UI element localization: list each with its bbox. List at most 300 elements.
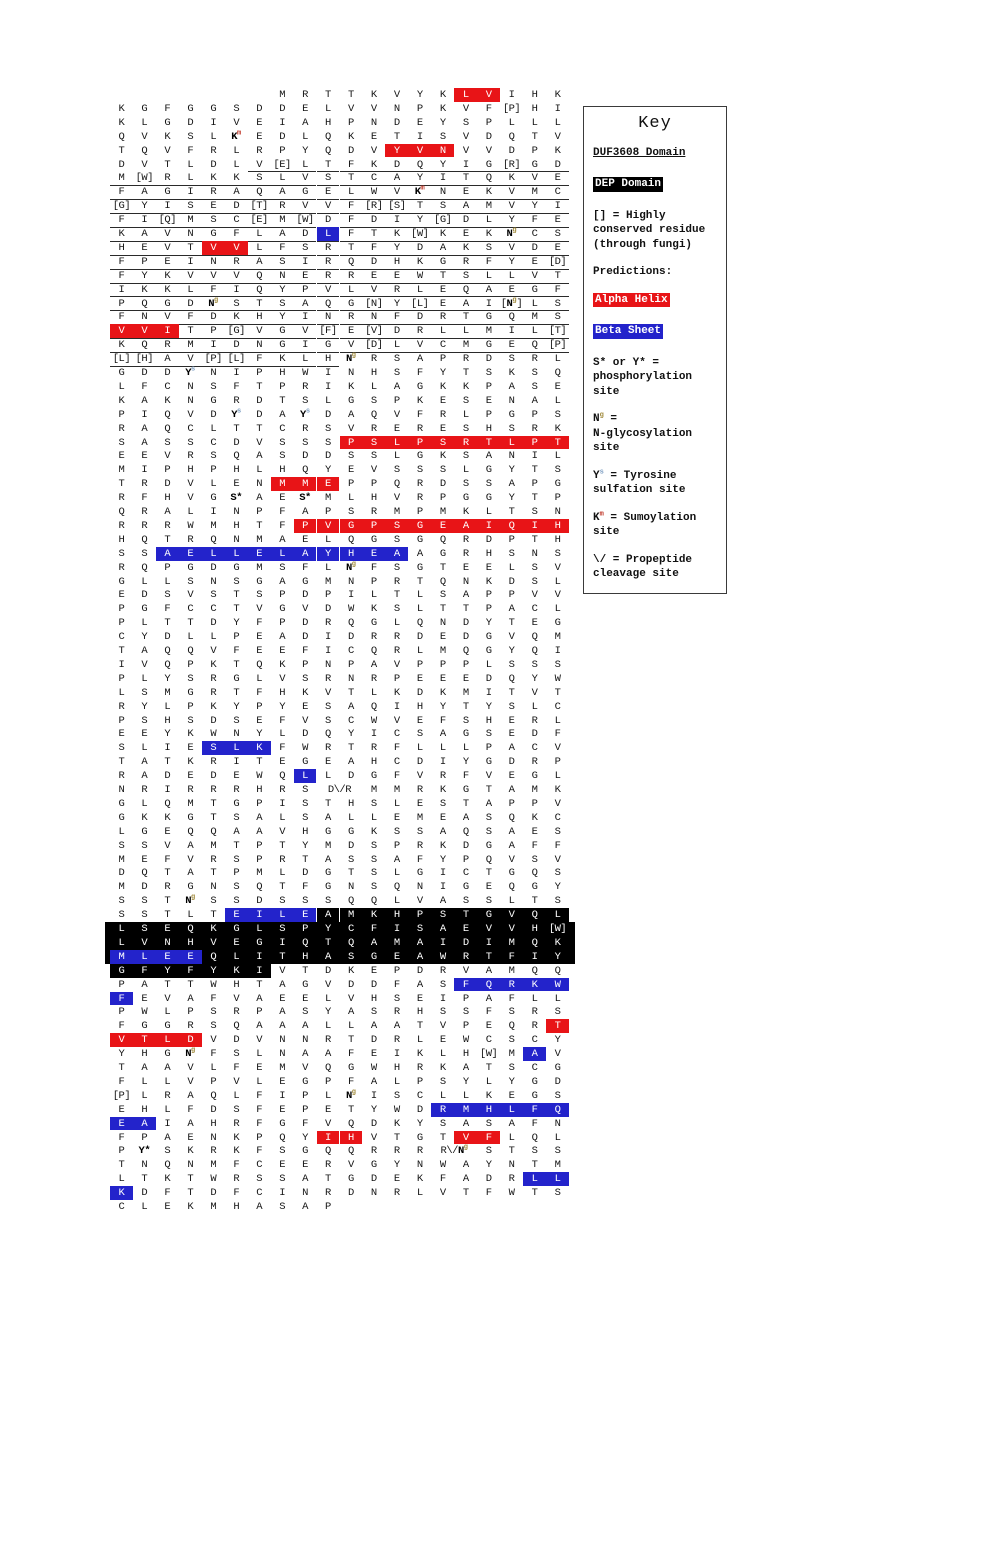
residue-cell: D	[554, 1075, 561, 1088]
sequence-row	[110, 783, 569, 797]
residue-cell: Q	[248, 269, 271, 284]
residue-cell: L	[118, 825, 125, 838]
residue-cell: Q	[164, 645, 171, 657]
residue-cell: Q	[393, 478, 400, 491]
residue-cell: D	[210, 158, 217, 171]
residue-cell: T	[462, 367, 469, 379]
residue-cell: F	[416, 408, 423, 421]
residue-cell: G	[485, 839, 492, 852]
residue-cell: R	[187, 450, 194, 463]
sequence-grid	[110, 88, 569, 1218]
residue-cell: Y	[141, 631, 148, 644]
residue-cell: R	[416, 1062, 423, 1074]
residue-cell: D	[118, 158, 125, 171]
residue-cell: P	[485, 116, 492, 129]
residue-cell: A	[164, 1131, 171, 1144]
residue-cell: K	[348, 964, 354, 977]
residue-cell: P	[554, 756, 561, 769]
residue-cell: T	[462, 1187, 469, 1200]
phosphorylation-note-line: site	[593, 385, 620, 398]
residue-cell: R	[370, 672, 377, 685]
residue-cell: P	[370, 478, 377, 491]
residue-cell: Q	[508, 130, 515, 143]
residue-cell: K	[431, 227, 454, 242]
residue-cell: L	[256, 672, 263, 685]
residue-cell: F	[439, 1173, 446, 1186]
sequence-row	[110, 964, 569, 978]
residue-cell: E	[233, 478, 240, 491]
residue-cell: P	[531, 797, 538, 810]
sumoylation-symbol-line	[593, 511, 717, 526]
residue-cell: S	[370, 797, 377, 810]
residue-cell: G	[554, 478, 561, 491]
residue-cell: D	[233, 1034, 240, 1047]
residue-cell: E	[431, 283, 454, 298]
residue-cell: G	[187, 686, 194, 699]
residue-cell: [L]	[408, 297, 431, 312]
residue-cell: G	[431, 255, 454, 270]
residue-cell: G	[187, 561, 194, 574]
residue-cell: M	[393, 784, 400, 796]
residue-cell: V	[187, 589, 194, 602]
residue-cell: G	[279, 603, 286, 616]
residue-cell: P	[256, 506, 263, 518]
residue-cell: L	[210, 478, 217, 491]
residue-cell: A	[256, 825, 263, 838]
residue-cell: K	[210, 700, 217, 713]
residue-cell: F	[210, 1048, 217, 1061]
residue-cell: I	[210, 506, 217, 518]
residue-cell: Y	[485, 1159, 492, 1172]
residue-cell: A	[454, 519, 477, 533]
residue-cell: K	[348, 130, 354, 143]
residue-cell: T	[531, 464, 538, 477]
residue-cell: N	[118, 784, 125, 796]
residue-cell: A	[348, 408, 354, 421]
residue-cell: P	[508, 797, 515, 810]
residue-cell: Y	[133, 269, 156, 284]
residue-cell: A	[462, 811, 469, 824]
residue-cell: S	[164, 436, 171, 449]
residue-cell: R	[233, 1117, 240, 1130]
residue-cell: K	[362, 158, 385, 173]
residue-cell: S	[317, 171, 340, 186]
residue-cell: L	[462, 408, 469, 421]
residue-cell: D	[141, 881, 148, 894]
residue-cell: F	[256, 1145, 263, 1158]
sequence-row	[110, 1075, 569, 1089]
residue-cell: [D]	[362, 338, 385, 353]
residue-cell: I	[477, 519, 500, 533]
residue-cell: E	[141, 992, 148, 1005]
residue-cell: R	[416, 422, 423, 435]
residue-cell: A	[141, 436, 148, 449]
sequence-row	[110, 755, 569, 769]
residue-cell: A	[317, 950, 340, 964]
residue-cell: R	[385, 283, 408, 298]
residue-cell: D	[164, 367, 171, 379]
residue-cell: W	[439, 1159, 446, 1172]
residue-cell: M	[523, 185, 546, 200]
residue-cell: E	[118, 728, 125, 741]
residue-cell: L	[164, 1006, 171, 1019]
residue-cell: G	[362, 950, 385, 964]
residue-cell: R	[210, 672, 217, 685]
residue-cell: T	[439, 603, 446, 616]
residue-cell: L	[141, 617, 148, 630]
sequence-row	[110, 1200, 569, 1214]
residue-cell: R	[531, 1006, 538, 1019]
residue-cell: S	[393, 464, 400, 477]
residue-cell: H	[393, 1062, 400, 1074]
residue-cell: G	[340, 297, 363, 312]
residue-cell: D\/R	[327, 784, 352, 796]
residue-cell: G	[477, 310, 500, 325]
residue-cell: E	[370, 1048, 377, 1061]
residue-cell: H	[233, 519, 240, 532]
residue-cell: M	[454, 1103, 477, 1117]
residue-cell: A	[393, 380, 400, 393]
residue-cell: I	[164, 1117, 171, 1130]
residue-cell: C	[210, 436, 217, 449]
residue-cell: S	[233, 1103, 240, 1116]
residue-cell: D	[179, 1033, 202, 1047]
residue-cell: R	[233, 394, 240, 407]
sequence-row	[110, 144, 569, 158]
residue-cell: N	[431, 185, 454, 200]
residue-cell: R	[118, 519, 125, 532]
residue-cell: Y	[370, 1103, 377, 1116]
residue-cell: Q	[370, 895, 377, 908]
residue-cell: L	[485, 506, 492, 518]
residue-cell: R	[156, 171, 179, 186]
residue-cell: S*	[230, 492, 243, 505]
residue-cell: M	[325, 839, 331, 852]
residue-cell: L	[416, 589, 423, 602]
residue-cell: R	[508, 1173, 515, 1186]
residue-cell: T	[348, 1103, 354, 1116]
residue-cell: N	[431, 144, 454, 158]
residue-cell: G	[523, 158, 546, 173]
residue-cell: I	[370, 728, 377, 741]
residue-cell: S	[393, 825, 400, 838]
residue-cell: G	[233, 672, 240, 685]
residue-cell: I	[477, 297, 500, 312]
residue-cell: S	[462, 478, 469, 491]
residue-cell: D	[187, 116, 194, 129]
residue-cell: S	[118, 839, 125, 852]
residue-cell: P	[187, 700, 194, 713]
residue-cell: T	[508, 617, 515, 630]
residue-cell: S	[233, 575, 240, 588]
residue-cell: T	[133, 1033, 156, 1047]
residue-cell: G	[233, 561, 240, 574]
residue-cell: I	[233, 756, 240, 769]
residue-cell: G	[317, 338, 340, 353]
residue-cell: T	[233, 839, 240, 852]
residue-cell: Y	[202, 964, 225, 978]
residue-cell: M	[118, 464, 125, 477]
residue-cell: R	[454, 255, 477, 270]
residue-cell: [D]	[546, 255, 569, 270]
residue-cell: E	[302, 533, 308, 546]
residue-cell: L	[110, 936, 133, 950]
residue-cell: N	[233, 728, 240, 741]
residue-cell: Q	[233, 450, 240, 463]
residue-cell: E	[187, 742, 194, 755]
residue-cell: D	[362, 213, 385, 228]
residue-cell: K	[393, 1117, 400, 1130]
residue-cell: G	[439, 547, 446, 560]
residue-cell: D	[485, 130, 492, 143]
residue-cell: I	[110, 283, 133, 298]
residue-cell: R	[462, 547, 469, 560]
residue-cell: D	[416, 686, 423, 699]
residue-cell: D	[416, 964, 423, 977]
residue-cell: S	[279, 1145, 286, 1158]
residue-cell: V	[156, 241, 179, 256]
residue-cell: V	[133, 936, 156, 950]
residue-cell: A	[248, 255, 271, 270]
residue-cell: W	[393, 1103, 400, 1116]
residue-cell: F	[279, 742, 286, 755]
residue-cell: T	[454, 310, 477, 325]
residue-cell: A	[294, 547, 317, 561]
residue-cell: L	[141, 575, 148, 588]
residue-cell: I	[164, 784, 171, 796]
residue-cell: N	[416, 881, 423, 894]
residue-cell: I	[294, 310, 317, 325]
residue-cell: H	[554, 533, 561, 546]
phosphorylation-note-line: S* or Y* =	[593, 356, 660, 369]
residue-cell: Q	[439, 575, 446, 588]
residue-cell: [W]	[133, 171, 156, 186]
residue-cell: D	[210, 1187, 217, 1200]
residue-cell: T	[454, 171, 477, 186]
residue-cell: F	[362, 922, 385, 936]
residue-cell: A	[485, 964, 492, 977]
residue-cell: M	[416, 811, 423, 824]
residue-cell: R	[118, 422, 125, 435]
residue-cell: V	[370, 102, 377, 115]
residue-cell: P	[302, 1103, 308, 1116]
residue-cell: T	[416, 1020, 423, 1033]
residue-cell: M	[179, 338, 202, 353]
residue-cell: E	[164, 1201, 171, 1213]
residue-cell: M	[325, 492, 331, 505]
residue-cell: V	[477, 88, 500, 102]
residue-cell: E	[248, 547, 271, 561]
residue-cell: T	[271, 950, 294, 964]
residue-cell: C	[210, 603, 217, 616]
residue-cell: Y	[554, 1034, 561, 1047]
residue-cell: F	[256, 617, 263, 630]
residue-cell: S	[462, 450, 469, 463]
residue-cell: P	[439, 492, 446, 505]
residue-cell: L	[156, 1033, 179, 1047]
residue-cell: V	[256, 603, 263, 616]
residue-cell: A	[348, 756, 354, 769]
residue-cell: E	[279, 492, 286, 505]
residue-cell: C	[118, 1201, 125, 1213]
residue-cell: R	[416, 478, 423, 491]
residue-cell: L	[523, 1172, 546, 1186]
residue-cell: D	[210, 770, 217, 783]
residue-cell: S	[531, 561, 538, 574]
residue-cell: D	[279, 102, 286, 115]
residue-cell: T	[302, 964, 308, 977]
residue-cell: K	[271, 352, 294, 367]
residue-cell: L	[141, 672, 148, 685]
residue-cell: K	[385, 227, 408, 242]
residue-cell: E	[454, 227, 477, 242]
residue-cell: G	[187, 811, 194, 824]
residue-cell: G	[348, 825, 354, 838]
residue-cell: G	[531, 1089, 538, 1102]
residue-cell: S	[554, 867, 561, 880]
residue-cell: S	[485, 1145, 492, 1158]
residue-cell: N	[554, 1117, 561, 1130]
residue-cell: N	[233, 506, 240, 518]
sequence-row	[110, 575, 569, 589]
residue-cell: S	[439, 797, 446, 810]
sequence-row	[110, 116, 569, 130]
residue-cell: E	[225, 936, 248, 950]
residue-cell: Y	[233, 617, 240, 630]
residue-cell: S	[340, 950, 363, 964]
residue-cell: M	[500, 936, 523, 950]
residue-cell: N	[302, 1034, 308, 1047]
residue-cell: M	[508, 964, 515, 977]
residue-cell: T	[210, 811, 217, 824]
residue-cell: E	[302, 992, 308, 1005]
residue-cell: K	[462, 380, 469, 393]
residue-cell: M	[523, 310, 546, 325]
residue-cell: C	[523, 227, 546, 242]
residue-cell: V	[500, 185, 523, 200]
residue-cell: H	[523, 922, 546, 936]
residue-cell: Q	[256, 881, 263, 894]
residue-cell: E	[508, 714, 515, 727]
residue-cell: S	[546, 310, 569, 325]
residue-cell: L	[554, 575, 561, 588]
residue-cell: L	[385, 338, 408, 353]
residue-cell: S	[370, 881, 377, 894]
residue-cell: P	[439, 353, 446, 366]
residue-cell: R	[431, 1103, 454, 1117]
residue-cell: A	[462, 1159, 469, 1172]
residue-cell: I	[279, 1089, 286, 1102]
residue-cell: W	[256, 770, 263, 783]
residue-cell: A	[302, 506, 308, 518]
residue-cell: G	[233, 797, 240, 810]
residue-cell: C	[554, 700, 561, 713]
residue-cell: P	[531, 144, 538, 157]
residue-cell: Q	[508, 1020, 515, 1033]
residue-cell: Q	[294, 936, 317, 950]
residue-cell: H	[256, 784, 263, 796]
residue-cell: Q	[164, 797, 171, 810]
residue-cell: G	[462, 784, 469, 796]
residue-cell: M	[370, 784, 377, 796]
residue-cell: P	[462, 992, 469, 1005]
residue-cell: L	[340, 185, 363, 200]
residue-cell: D	[210, 714, 217, 727]
residue-cell: D	[325, 603, 331, 616]
residue-cell: T	[393, 589, 400, 602]
residue-cell: A	[439, 825, 446, 838]
sequence-row	[110, 130, 569, 144]
sequence-row	[110, 686, 569, 700]
residue-cell: S	[279, 1173, 286, 1186]
residue-cell: S	[508, 1034, 515, 1047]
residue-cell: E	[294, 269, 317, 284]
residue-cell: T	[416, 575, 423, 588]
residue-cell: $N^g$	[185, 1046, 196, 1061]
residue-cell: F	[118, 1075, 125, 1088]
residue-cell: F	[233, 1159, 240, 1172]
residue-cell: G	[256, 575, 263, 588]
residue-cell: F	[523, 213, 546, 228]
residue-cell: D	[485, 533, 492, 546]
residue-cell: S	[302, 811, 308, 824]
residue-cell: V	[225, 241, 248, 256]
residue-cell: C	[393, 756, 400, 769]
residue-cell: Q	[340, 255, 363, 270]
residue-cell: A	[485, 797, 492, 810]
residue-cell: V	[133, 324, 156, 339]
residue-cell: Q	[164, 658, 171, 671]
residue-cell: S	[294, 241, 317, 256]
residue-cell: N	[370, 116, 377, 129]
residue-cell: K	[187, 756, 194, 769]
residue-cell: I	[325, 380, 331, 393]
residue-cell: E	[141, 728, 148, 741]
residue-cell: P	[256, 1006, 263, 1019]
residue-cell: D	[118, 867, 125, 880]
residue-cell: V	[523, 269, 546, 284]
residue-cell: T	[256, 756, 263, 769]
residue-cell: P	[279, 144, 286, 157]
residue-cell: Q	[210, 825, 217, 838]
residue-cell: A	[279, 1006, 286, 1019]
residue-cell: A	[462, 589, 469, 602]
residue-cell: Q	[133, 338, 156, 353]
residue-cell: V	[187, 478, 194, 491]
residue-cell: M	[508, 1048, 515, 1061]
residue-cell: S	[133, 922, 156, 936]
residue-cell: I	[133, 213, 156, 228]
residue-cell: S	[508, 658, 515, 671]
residue-cell: E	[133, 241, 156, 256]
residue-cell: S	[439, 1006, 446, 1019]
residue-cell: L	[233, 144, 240, 157]
residue-cell: S	[485, 367, 492, 379]
residue-cell: R	[393, 1187, 400, 1200]
residue-cell: G	[508, 408, 515, 421]
residue-cell: L	[370, 589, 377, 602]
residue-cell: V	[202, 269, 225, 284]
residue-cell: Q	[325, 130, 331, 143]
residue-cell: W	[210, 978, 217, 991]
residue-cell: L	[554, 394, 561, 407]
residue-cell: D	[462, 617, 469, 630]
residue-cell: D	[370, 1034, 377, 1047]
residue-cell: D	[454, 213, 477, 228]
residue-cell: P	[485, 589, 492, 602]
residue-cell: S	[531, 367, 538, 379]
residue-cell: L	[225, 950, 248, 964]
